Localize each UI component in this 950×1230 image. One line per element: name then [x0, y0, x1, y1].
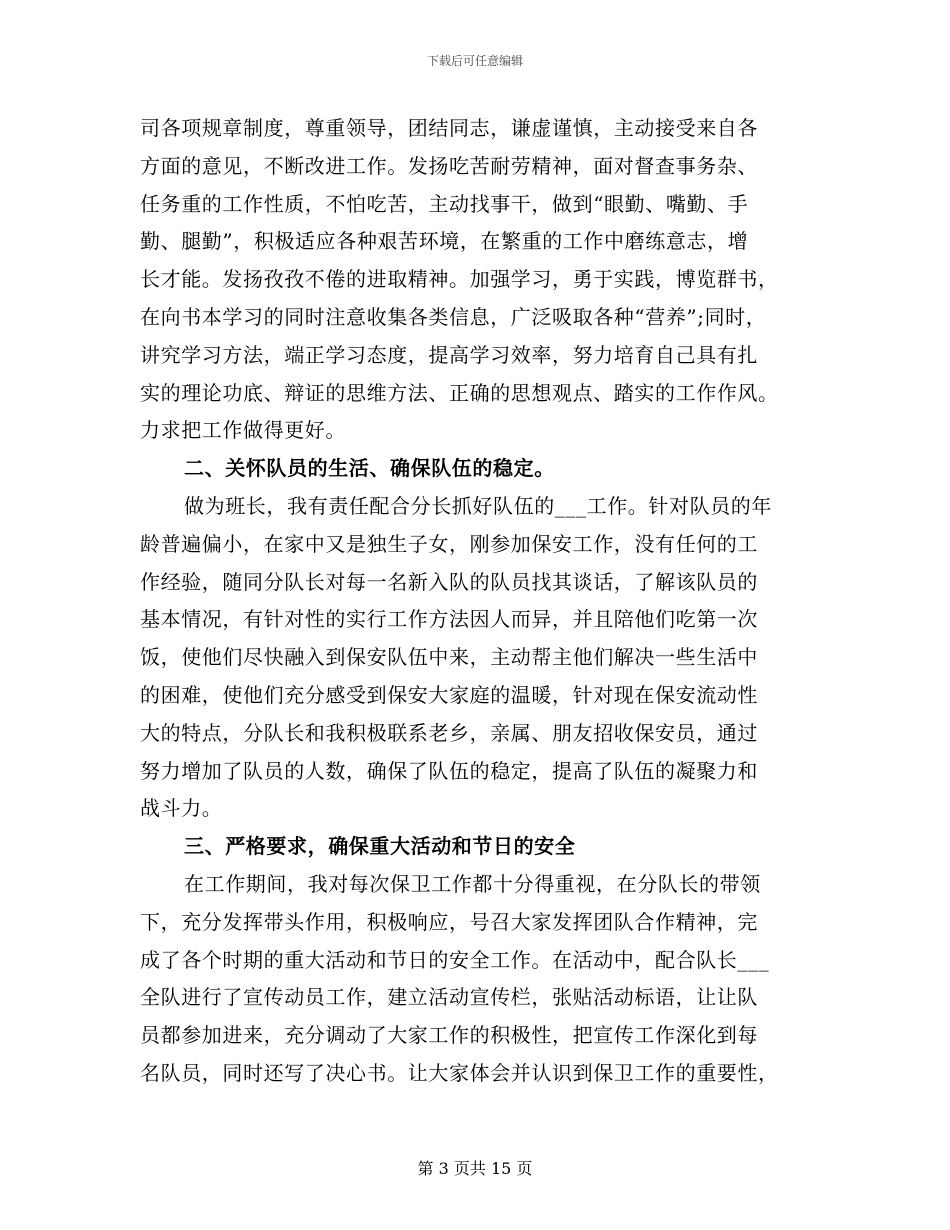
paragraph-first-line: 在工作期间，我对每次保卫工作都十分得重视，在分队长的带领 [184, 871, 761, 896]
paragraph-first-line: 做为班长，我有责任配合分长抓好队伍的___工作。针对队员的年 [184, 493, 772, 518]
section-heading: 三、严格要求，确保重大活动和节日的安全 [184, 834, 576, 859]
body-line: 成了各个时期的重大活动和节日的安全工作。在活动中，配合队长___ [140, 947, 770, 972]
section-heading: 二、关怀队员的生活、确保队伍的稳定。 [184, 456, 555, 481]
body-line: 讲究学习方法，端正学习态度，提高学习效率，努力培育自己具有扎 [140, 342, 758, 367]
body-line: 饭，使他们尽快融入到保安队伍中来，主动帮主他们解决一些生活中 [140, 645, 758, 670]
body-line: 员都参加进来，充分调动了大家工作的积极性，把宣传工作深化到每 [140, 1023, 758, 1048]
document-body [140, 110, 818, 1093]
body-line: 努力增加了队员的人数，确保了队伍的稳定，提高了队伍的凝聚力和 [140, 758, 758, 783]
body-line: 基本情况，有针对性的实行工作方法因人而异，并且陪他们吃第一次 [140, 607, 758, 632]
body-line: 在向书本学习的同时注意收集各类信息，广泛吸取各种“营养”;同时， [140, 304, 767, 329]
body-line: 任务重的工作性质，不怕吃苦，主动找事干，做到“眼勤、嘴勤、手 [140, 191, 749, 216]
body-line: 作经验，随同分队长对每一名新入队的队员找其谈话，了解该队员的 [140, 569, 758, 594]
body-line: 司各项规章制度，尊重领导，团结同志，谦虚谨慎，主动接受来自各 [140, 116, 758, 140]
body-line: 力求把工作做得更好。 [140, 418, 346, 443]
body-line: 战斗力。 [140, 796, 223, 821]
body-line: 下，充分发挥带头作用，积极响应，号召大家发挥团队合作精神，完 [140, 909, 758, 934]
body-line: 长才能。发扬孜孜不倦的进取精神。加强学习，勇于实践，博览群书， [140, 267, 779, 292]
body-line: 龄普遍偏小，在家中又是独生子女，刚参加保安工作，没有任何的工 [140, 531, 758, 556]
page-header: 下载后可任意编辑 [426, 54, 523, 68]
body-line: 全队进行了宣传动员工作，建立活动宣传栏，张贴活动标语，让让队 [140, 985, 758, 1010]
body-line: 勤、腿勤”，积极适应各种艰苦环境，在繁重的工作中磨练意志，增 [140, 229, 749, 254]
page-number: 第 3 页共 15 页 [417, 1159, 533, 1178]
body-line: 名队员，同时还写了决心书。让大家体会并认识到保卫工作的重要性， [140, 1060, 779, 1085]
body-line: 实的理论功底、辩证的思维方法、正确的思想观点、踏实的工作作风。 [140, 380, 779, 405]
body-line: 方面的意见，不断改进工作。发扬吃苦耐劳精神，面对督查事务杂、 [140, 153, 758, 178]
body-line: 大的特点，分队长和我积极联系老乡，亲属、朋友招收保安员，通过 [140, 720, 758, 745]
body-line: 的困难，使他们充分感受到保安大家庭的温暖，针对现在保安流动性 [140, 682, 758, 707]
